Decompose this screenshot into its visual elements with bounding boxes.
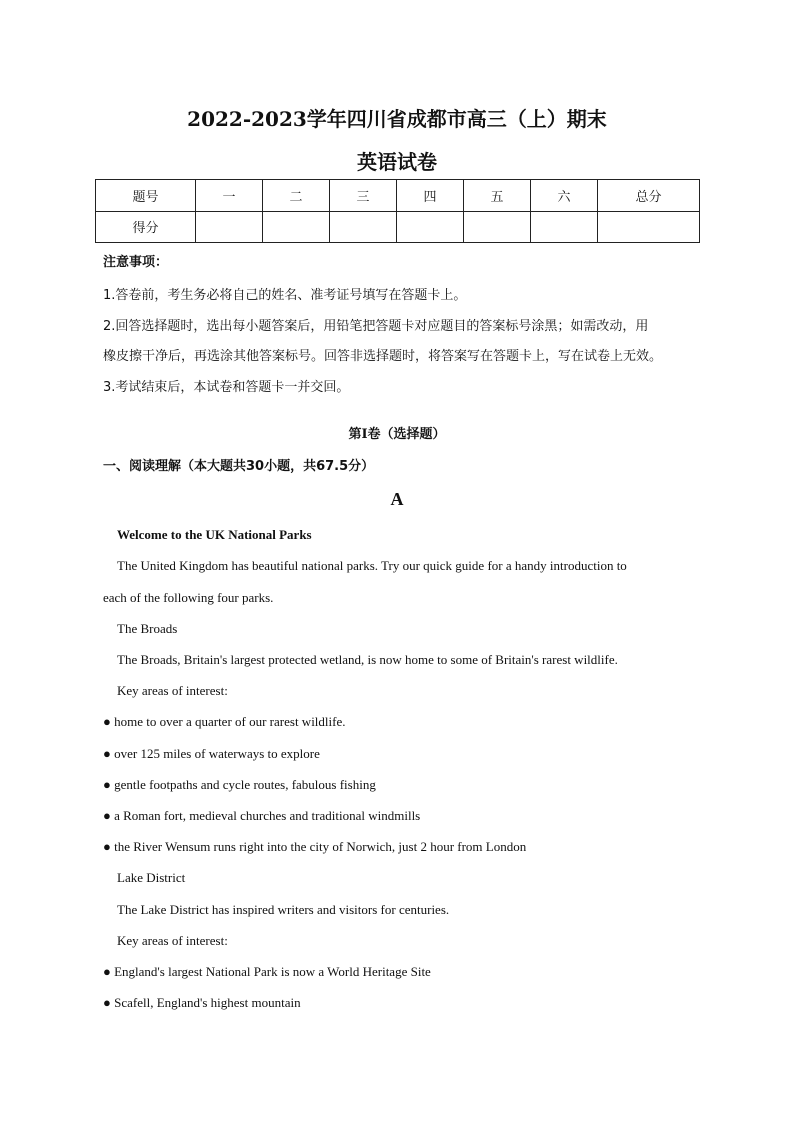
table-row-label: 得分	[96, 211, 196, 243]
table-header-cell: 二	[263, 180, 330, 212]
park-description-broads: The Broads, Britain's largest protected wetland, is now home to some of Britain's rarest wildlife.	[117, 652, 618, 667]
part-title: 第Ⅰ卷（选择题）	[348, 427, 446, 442]
list-item: ● the River Wensum runs right into the city of Norwich, just 2 hour from London	[103, 839, 527, 854]
key-areas-label: Key areas of interest:	[117, 933, 228, 948]
list-item: ● Scafell, England's highest mountain	[103, 995, 301, 1010]
list-item: ● a Roman fort, medieval churches and traditional windmills	[103, 808, 421, 823]
score-cell	[531, 211, 598, 243]
park-name-lake-district: Lake District	[117, 870, 186, 885]
score-cell	[464, 211, 531, 243]
score-table-score-row	[96, 211, 700, 243]
score-cell	[330, 211, 397, 243]
list-item: ● England's largest National Park is now a World Heritage Site	[103, 964, 431, 979]
list-item: ● home to over a quarter of our rarest wildlife.	[103, 714, 346, 729]
notes-item-2-line-1: 2.回答选择题时，选出每小题答案后，用铅笔把答题卡对应题目的答案标号涂黑；如需改动，用	[103, 319, 649, 334]
exam-title: 2022-2023学年四川省成都市高三（上）期末	[187, 107, 607, 131]
passage-title: Welcome to the UK National Parks	[117, 527, 312, 542]
park-name-broads: The Broads	[117, 621, 178, 636]
table-header-cell: 三	[330, 180, 397, 212]
exam-subtitle: 英语试卷	[357, 150, 437, 174]
notes-item-2-line-2: 橡皮擦干净后，再选涂其他答案标号。回答非选择题时，将答案写在答题卡上，写在试卷上无效。	[103, 349, 663, 364]
reading-section-heading: 一、阅读理解（本大题共30小题，共67.5分）	[103, 459, 375, 474]
table-header-cell: 五	[464, 180, 531, 212]
park-description-lake-district: The Lake District has inspired writers and visitors for centuries.	[117, 902, 450, 917]
notes-item-1: 1.答卷前，考生务必将自己的姓名、准考证号填写在答题卡上。	[103, 288, 467, 303]
passage-intro-line-2: each of the following four parks.	[103, 590, 274, 605]
table-header-cell: 一	[196, 180, 263, 212]
list-item: ● gentle footpaths and cycle routes, fabulous fishing	[103, 777, 376, 792]
key-areas-label: Key areas of interest:	[117, 683, 228, 698]
score-cell	[598, 211, 700, 243]
score-table-header-row	[96, 180, 700, 212]
notes-item-3: 3.考试结束后，本试卷和答题卡一并交回。	[103, 380, 350, 395]
score-cell	[196, 211, 263, 243]
table-header-cell: 总分	[598, 180, 700, 212]
table-header-cell: 题号	[96, 180, 196, 212]
table-header-cell: 六	[531, 180, 598, 212]
list-item: ● over 125 miles of waterways to explore	[103, 746, 320, 761]
passage-letter: A	[390, 489, 404, 509]
notes-heading: 注意事项：	[103, 255, 169, 270]
score-table	[95, 179, 700, 243]
score-cell	[263, 211, 330, 243]
table-header-cell: 四	[397, 180, 464, 212]
passage-intro-line-1: The United Kingdom has beautiful national parks. Try our quick guide for a handy introduction to	[117, 558, 627, 573]
score-cell	[397, 211, 464, 243]
